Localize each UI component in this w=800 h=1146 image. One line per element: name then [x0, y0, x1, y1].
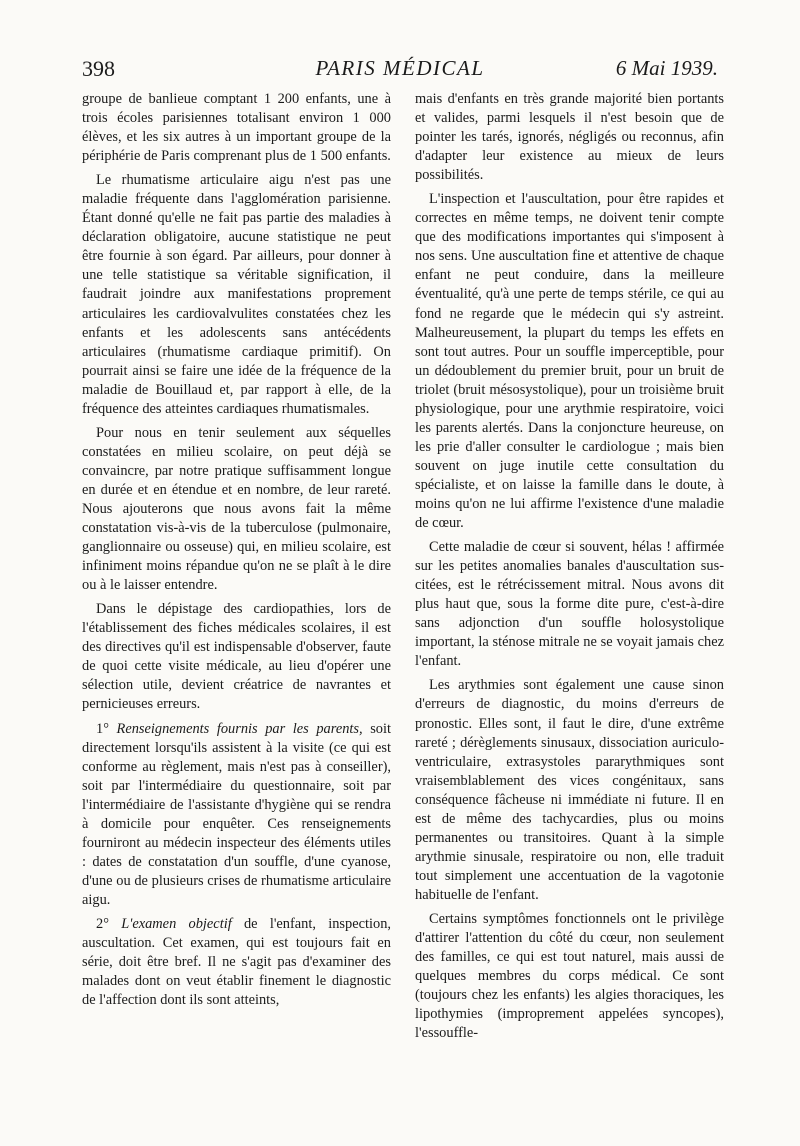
right-column	[415, 90, 724, 1048]
paragraph: Cette maladie de cœur si souvent, hélas ! affirmée sur les petites anomalies banales d'auscultation sus-citées, est le rétrécissement mitral. Nous avons dit plus haut que, sous la forme dite pure, c'est-à-dire sans adjonction d'un souffle holosystolique important, la sténose mitrale ne se voyait jamais chez l'enfant.	[415, 539, 724, 670]
section-heading: Renseignements fournis par les parents,	[116, 720, 363, 737]
paragraph: Les arythmies sont également une cause sinon d'erreurs de diagnostic, du moins d'erreurs de pronostic. Elles sont, il faut le dire, d'une extrême rareté ; dérèglements sinusaux, dissociation auriculo-ventriculaire, extrasystoles pararythmiques sont vraisemblablement des vices congénitaux, sans conséquence fâcheuse ni immédiate ni future. Il en est de même des tachycardies, plus ou moins permanentes ou transitoires. Quant à la simple arythmie sinusale, respiratoire ou non, elle traduit tout simplement une accentuation de la vagotonie habituelle de l'enfant.	[415, 677, 724, 903]
paragraph: 2° L'examen objectif de l'enfant, inspection, auscultation. Cet examen, qui est toujours fait en série, doit être bref. Il ne s'agit pas d'examiner des malades dont on veut établir finement le diagnostic de l'affection dont ils sont atteints,	[82, 915, 391, 1009]
paragraph: L'inspection et l'auscultation, pour être rapides et correctes en même temps, ne doivent tenir compte que des modifications importantes qui s'imposent à nos sens. Une auscultation fine et attentive de chaque enfant ne peut conduire, dans la meilleure éventualité, qu'à une perte de temps stérile, ce qui au fond ne regarde que le médecin qui s'y astreint. Malheureusement, la plupart du temps les effets en sont tout autres. Pour un souffle imperceptible, pour un dédoublement du premier bruit, pour un bruit de triolet (bruit mésosystolique), pour un troisième bruit physiologique, pour une arythmie respiratoire, voici les parents alertés. Dans la conjoncture heureuse, on les prie d'aller consulter le cardiologue ; mais bien souvent on juge inutile cette consultation du spécialiste, et on laisse la famille dans le doute, à moins qu'on ne lui affirme l'existence d'une maladie de cœur.	[415, 191, 724, 532]
page-number: 398	[82, 56, 115, 81]
paragraph: Dans le dépistage des cardiopathies, lors de l'établissement des fiches médicales scolaires, il est des directives qu'il est indispensable d'observer, faute de quoi cette visite médicale, au lieu d'opérer une sélection utile, devient créatrice de navrantes et pernicieuses erreurs.	[82, 601, 391, 713]
paragraph: mais d'enfants en très grande majorité bien portants et valides, parmi lesquels il n'est besoin que de pointer les tarés, ignorés, négligés ou reconnus, afin d'adapter leur existence au mieux de leurs possibilités.	[415, 91, 724, 184]
journal-title: PARIS MÉDICAL	[315, 56, 485, 80]
paragraph: 1° Renseignements fournis par les parents, soit directement lorsqu'ils assistent à la visite (ce qui est conforme au règlement, mais n'est pas à conseiller), soit par l'intermédiaire du questionnaire, soit par l'intermédiaire de l'assistante d'hygiène qui se rendra à domicile pour enquêter. Ces renseignements fourniront au médecin inspecteur des éléments utiles : dates de constatation d'un souffle, d'une cyanose, d'une ou de plusieurs crises de rhumatisme articulaire aigu.	[82, 720, 391, 908]
paragraph: groupe de banlieue comptant 1 200 enfants, une à trois écoles parisiennes totalisant environ 1 000 élèves, et les six autres à un important groupe de la périphérie de Paris comprenant plus de 1 500 enfants.	[82, 91, 391, 165]
paragraph: Pour nous en tenir seulement aux séquelles constatées en milieu scolaire, on peut déjà se convaincre, par notre pratique suffisamment longue en durée et en étendue et en nombre, de leur rareté. Nous ajouterons que nous avons fait la même constatation vis-à-vis de la tuberculose (pulmonaire, ganglionnaire ou osseuse) qui, en milieu scolaire, est infiniment moins répandue qu'on ne se plaît à le dire ou à le laisser entendre.	[82, 424, 391, 594]
issue-date: 6 Mai 1939.	[615, 56, 718, 80]
running-header	[82, 56, 718, 84]
paragraph: Le rhumatisme articulaire aigu n'est pas une maladie fréquente dans l'agglomération parisienne. Étant donné qu'elle ne fait pas partie des maladies à déclaration obligatoire, aucune statistique ne peut être fournie à son égard. Par ailleurs, pour donner à une telle statistique sa véritable signification, il faudrait joindre aux manifestations proprement articulaires les cardiovalvulites constatées chez les enfants et les adolescents sans antécédents articulaires (rhumatisme cardiaque primitif). On pourrait ainsi se faire une idée de la fréquence de la maladie de Bouillaud et, par rapport à elle, de la fréquence des atteintes cardiaques rhumatismales.	[82, 172, 391, 417]
left-column	[82, 90, 391, 1015]
section-heading: L'examen objectif	[121, 915, 232, 932]
paragraph: Certains symptômes fonctionnels ont le privilège d'attirer l'attention du côté du cœur, non seulement des familles, ce qui est tout naturel, mais aussi de quelques membres du corps médical. Ce sont (toujours chez les enfants) les algies thoraciques, les lipothymies (improprement appelées syncopes), l'essouffle-	[415, 910, 724, 1042]
